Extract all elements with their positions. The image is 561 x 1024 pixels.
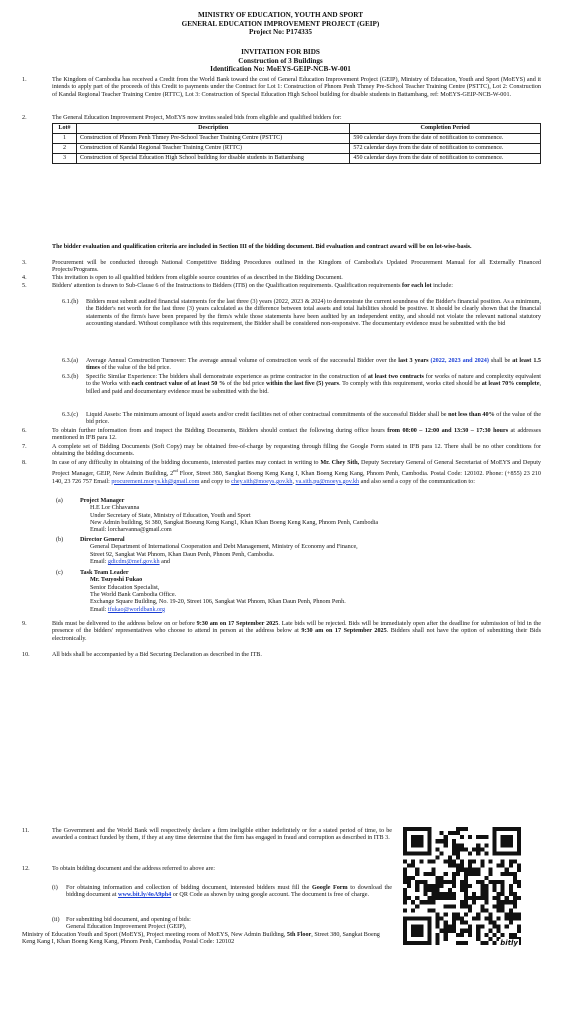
clause-emphasis: at least 1.5 times xyxy=(86,358,541,372)
contact-name: Mr. Chey Sith, xyxy=(320,460,360,466)
address-text: Ministry of Education Youth and Sport (MoEYS), Project meeting room of MoEYS, New Admin Building, xyxy=(22,932,287,938)
para-8-text: Deputy Secretary General of General Secretariat of MoEYS and Deputy Project Manager, GEIP, New Admin Building, 2 xyxy=(52,460,542,478)
clause-6-3-b xyxy=(86,374,541,396)
para-number: 11. xyxy=(22,828,30,834)
contact-project-manager xyxy=(80,498,541,535)
clause-years: (2022, 2023 and 2024) xyxy=(430,358,489,364)
para-number: 12. xyxy=(22,866,30,872)
para-5-text: Bidders' attention is drawn to Sub-Clause 6 of the Instructions to Bidders (ITB) on the Qualification requirements. Qualification requirements xyxy=(52,283,403,289)
para-12: To obtain bidding document and the address referred to above are: xyxy=(52,866,215,872)
clause-emphasis: not less than 40% xyxy=(448,412,495,418)
contact-title: Task Team Leader xyxy=(80,570,129,576)
clause-text: , billed and paid and documentary evidence must be submitted with the bid. xyxy=(86,381,541,395)
column-header: Completion Period xyxy=(350,124,541,134)
bid-deadline: 9:30 am on 17 September 2025 xyxy=(196,621,279,627)
clause-emphasis: at least 70% complete xyxy=(481,381,540,388)
google-form-label: Google Form xyxy=(311,885,348,891)
clause-text: for works of nature and complexity equivalent to the Works with xyxy=(86,374,541,388)
contact-line: and xyxy=(159,559,170,566)
procurement-email-link[interactable]: procurement.moeys.kh@gmail.com xyxy=(111,478,200,485)
lot-number: 3 xyxy=(53,154,77,164)
clause-text: Average Annual Construction Turnover: The average annual volume of construction work of the successful Bidder over the xyxy=(86,358,399,364)
contact-title: Project Manager xyxy=(80,498,125,504)
para-10: All bids shall be accompanied by a Bid Securing Declaration as described in the ITB. xyxy=(52,652,262,658)
address-text: , Street 380, Sangkat Boeng Keng Kang I, Khan Boeng Keng Kang, Phnom Penh, Cambodia, Postal Code: 120102 xyxy=(22,932,380,946)
lot-description: Construction of Phnom Penh Thmey Pre-School Teacher Training Centre (PSTTC) xyxy=(76,134,349,144)
para-number: 6. xyxy=(22,428,27,434)
para-number: 10. xyxy=(22,652,30,658)
contact-task-team-leader xyxy=(80,570,541,614)
qr-code-graphic xyxy=(403,827,521,945)
superscript: nd xyxy=(173,468,178,474)
para-6-text: To obtain further information from and inspect the Bidding Documents, Bidders should contact the following during office hours xyxy=(52,428,388,434)
contact-email-line xyxy=(80,559,541,566)
clause-text: of the value of the bid price. xyxy=(86,412,541,426)
clause-6-3-a xyxy=(86,358,541,373)
lot-number: 2 xyxy=(53,144,77,154)
clause-label: 6.3.(b) xyxy=(62,374,79,380)
table-header-row xyxy=(53,124,541,134)
contact-line: The World Bank Cambodia Office. xyxy=(90,592,177,599)
clause-emphasis: within the last five (5) years xyxy=(266,381,340,388)
bitly-logo: bitly xyxy=(500,939,518,947)
lot-description: Construction of Kandal Regional Teacher Training Centre (RTTC) xyxy=(76,144,349,154)
para-5-text: include: xyxy=(431,283,453,289)
completion-period: 450 calendar days from the date of notification to commence. xyxy=(350,154,541,164)
para-5 xyxy=(52,283,541,290)
para-1: The Kingdom of Cambodia has received a Credit from the World Bank toward the cost of General Education Improvement Project (GEIP), Ministry of Education, Youth and Sport (MoEYS) and it intends to apply part of the proceeds of this Credit to payments under the Contract for Lot 1: Construction of Phnom Penh Thmey Pre-School Teacher Training Centre (PSTTC), Lot 2: Construction of Kandal Regional Teacher Training Centre (RTTC), Lot 3: Construction of Special Education High School building for disable students in Battambang, ref: MoEYS-GEIP-NCB-W-001. xyxy=(52,77,541,98)
clause-text: shall be xyxy=(488,358,513,364)
clause-label: 6.1.(h) xyxy=(62,299,79,305)
para-8-text: and also send a copy of the communication to: xyxy=(359,478,475,485)
item-label: (i) xyxy=(52,885,58,891)
para-5-emphasis: for each lot xyxy=(402,283,432,289)
clause-text: of the value of the bid price. xyxy=(99,365,171,372)
contact-line: New Admin building, St 380, Sangkat Boeung Keng Kang1, Khan Khan Boeng Keng Kang, Phnom Penh, Cambodia xyxy=(90,520,379,527)
para-11: The Government and the World Bank will respectively declare a firm ineligible either indefinitely or for a stated period of time, to be awarded a contract funded by them, if they at any time determine that the firm has engaged in fraud and corruption as described in ITB 3. xyxy=(52,828,392,842)
contact-label: (b) xyxy=(56,537,64,543)
para-8-text: , xyxy=(292,478,296,485)
project-number: Project No: P174335 xyxy=(249,28,312,36)
clause-label: 6.3.(c) xyxy=(62,412,79,418)
bid-opening-time: 9:30 am on 17 September 2025 xyxy=(301,628,387,635)
para-number: 8. xyxy=(22,460,27,466)
para-9 xyxy=(52,621,541,643)
para-number: 3. xyxy=(22,260,27,266)
para-number: 9. xyxy=(22,621,27,627)
clause-6-3-c xyxy=(86,412,541,427)
identification-number: Identification No: MoEYS-GEIP-NCB-W-001 xyxy=(210,65,351,73)
contact-line: H.E Lor Chhavanna xyxy=(90,505,140,512)
clause-emphasis: each contract value of at least 50 % xyxy=(131,381,226,388)
item-i-google-form xyxy=(66,885,392,900)
para-6 xyxy=(52,428,541,443)
para-8-text: Floor, Street 380, Sangkat Boeng Keng Kang I, Khan Boeng Keng Kang, Phnom Penh, Cambodia. Postal Code: 120102. Phone: (+855) 23 210 140, 23 726 757 Email: xyxy=(52,471,541,485)
ministry-title: MINISTRY OF EDUCATION, YOUTH AND SPORT xyxy=(197,11,364,19)
completion-period: 590 calendar days from the date of notification to commence. xyxy=(350,134,541,144)
construction-subtitle: Construction of 3 Buildings xyxy=(238,56,323,65)
office-hours: from 08:00 – 12:00 and 13:30 – 17:30 hours xyxy=(387,428,509,434)
contact-email: Email: lorcharvanna@gmail.com xyxy=(90,527,172,534)
contact-director-general xyxy=(80,537,541,566)
tfukao-email-link[interactable]: tfukao@worldbank.org xyxy=(107,606,166,613)
clause-emphasis: at least two contracts xyxy=(367,374,424,380)
lot-description: Construction of Special Education High School building for disable students in Battambang xyxy=(76,154,349,164)
para-9-text: . Late bids will be rejected. Bids will be immediately open after the deadline for submission of bid in the presence of the bidders' representatives who choose to attend in person at the address below at xyxy=(52,621,541,635)
clause-text: . To comply with this requirement, works cited should be xyxy=(339,381,482,388)
para-2: The General Education Improvement Project, MoEYS now invites sealed bids from eligible and qualified bidders for: xyxy=(52,115,342,121)
contact-line: Senior Education Specialist, xyxy=(90,584,160,591)
column-header: Description xyxy=(76,124,349,134)
item-text: or QR Code as shown by using google account. The document is free of charge. xyxy=(171,892,370,899)
item-text: For obtaining information and collection of bidding document, interested bidders must fill the xyxy=(66,885,312,891)
contact-line: Street 92, Sangkat Wat Phnom, Khan Daun Penh, Phnom Penh, Cambodia. xyxy=(90,551,275,558)
invitation-title: INVITATION FOR BIDS xyxy=(241,48,320,56)
completion-period: 572 calendar days from the date of notification to commence. xyxy=(350,144,541,154)
contact-name: Mr. Tsuyoshi Fukao xyxy=(90,577,143,584)
bitly-download-link[interactable]: www.bit.ly/4oA9ph4 xyxy=(118,892,172,899)
contact-line: Under Secretary of State, Ministry of Education, Youth and Sport xyxy=(90,512,251,519)
table-row xyxy=(53,144,541,154)
clause-text: of the bid price xyxy=(225,381,267,388)
clause-label: 6.3.(a) xyxy=(62,358,79,364)
contact-label: (c) xyxy=(56,570,63,576)
para-number: 1. xyxy=(22,77,27,83)
para-6-text: at addresses mentioned in IFB para 12. xyxy=(52,428,541,442)
item-label: (ii) xyxy=(52,917,60,923)
item-text: General Education Improvement Project (GEIP), xyxy=(66,924,187,931)
table-row xyxy=(53,154,541,164)
clause-6-1-h: Bidders must submit audited financial statements for the last three (3) years (2022, 2023 & 2024) to demonstrate the current soundness of the Bidder's financial position. As a minimum, the Bidder's net worth for the last three (3) years calculated as the difference between total assets and total liabilities should be positive. It should be clearly shown that the financial statements of the firm/s have been prepared by the firm/s while those statements have been audited by an independent entity, and should not violate the relevant national statutory accounting standard. Without compliance with this requirement, the Bidder shall be considered non-responsive. The documentary evidence must be submitted with the bid xyxy=(86,299,541,328)
project-title: GENERAL EDUCATION IMPROVEMENT PROJECT (GEIP) xyxy=(181,19,380,28)
contact-email-line xyxy=(80,607,541,614)
floor-label: 5th Floor xyxy=(286,932,312,938)
item-text: to download the bidding document at xyxy=(66,885,392,899)
para-8-text: In case of any difficulty in obtaining of the bidding documents, interested parties may contact in writing to xyxy=(52,460,321,466)
gdicdm-email-link[interactable]: gdicdm@mef.gov.kh xyxy=(107,559,160,566)
lot-number: 1 xyxy=(53,134,77,144)
va-sith-email-link[interactable]: va.sith.pu@moeys.gov.kh xyxy=(295,478,360,485)
para-9-text: Bids must be delivered to the address below on or before xyxy=(52,621,197,627)
qr-code-icon[interactable] xyxy=(403,827,521,945)
submission-address xyxy=(22,932,392,947)
para-9-text: . Bidders shall not have the option of submitting their Bids electronically. xyxy=(52,628,541,642)
contact-label: (a) xyxy=(56,498,63,504)
para-4: This invitation is open to all qualified bidders from eligible source countries of as described in the Bidding Document. xyxy=(52,275,343,281)
para-3: Procurement will be conducted through National Competitive Bidding Procedures outlined in the Kingdom of Cambodia's Updated Procurement Manual for all Externally Financed Projects/Programs. xyxy=(52,260,541,274)
contact-line: Email: xyxy=(90,559,108,566)
para-number: 2. xyxy=(22,115,27,121)
table-row xyxy=(53,134,541,144)
contact-line: Exchange Square Building, No. 19-20, Street 106, Sangkat Wat Phnom, Khan Daun Penh, Phnom Penh. xyxy=(90,599,346,606)
para-number: 4. xyxy=(22,275,27,281)
chey-sith-email-link[interactable]: chey.sith@moeys.gov.kh xyxy=(231,478,293,485)
contact-line: General Department of International Cooperation and Debt Management, Ministry of Economy and Finance, xyxy=(90,544,358,551)
contact-title: Director General xyxy=(80,537,125,543)
item-text: For submitting bid document, and opening of bids: xyxy=(66,917,191,923)
lots-table xyxy=(52,123,541,164)
contact-line: Email: xyxy=(90,606,108,613)
column-header: Lot# xyxy=(53,124,77,134)
para-8-text: and copy to xyxy=(199,478,232,485)
para-8 xyxy=(52,460,541,486)
clause-text: Liquid Assets: The minimum amount of liquid assets and/or credit facilities net of other contractual commitments of the successful Bidder shall be xyxy=(86,412,449,418)
para-number: 7. xyxy=(22,444,27,450)
para-7: A complete set of Bidding Documents (Soft Copy) may be obtained free-of-charge by requesting through filling the Google Form stated in IFB para 12. There shall be no other conditions for obtaining the bidding documents. xyxy=(52,444,541,458)
clause-emphasis: last 3 years xyxy=(398,358,431,364)
para-number: 5. xyxy=(22,283,27,289)
evaluation-note: The bidder evaluation and qualification criteria are included in Section III of the bidding document. Bid evaluation and contract award will be on lot-wise-basis. xyxy=(52,244,472,250)
clause-text: Specific Similar Experience: The bidders shall demonstrate experience as prime contractor in the construction of xyxy=(86,374,368,380)
item-ii-submission xyxy=(66,917,392,932)
